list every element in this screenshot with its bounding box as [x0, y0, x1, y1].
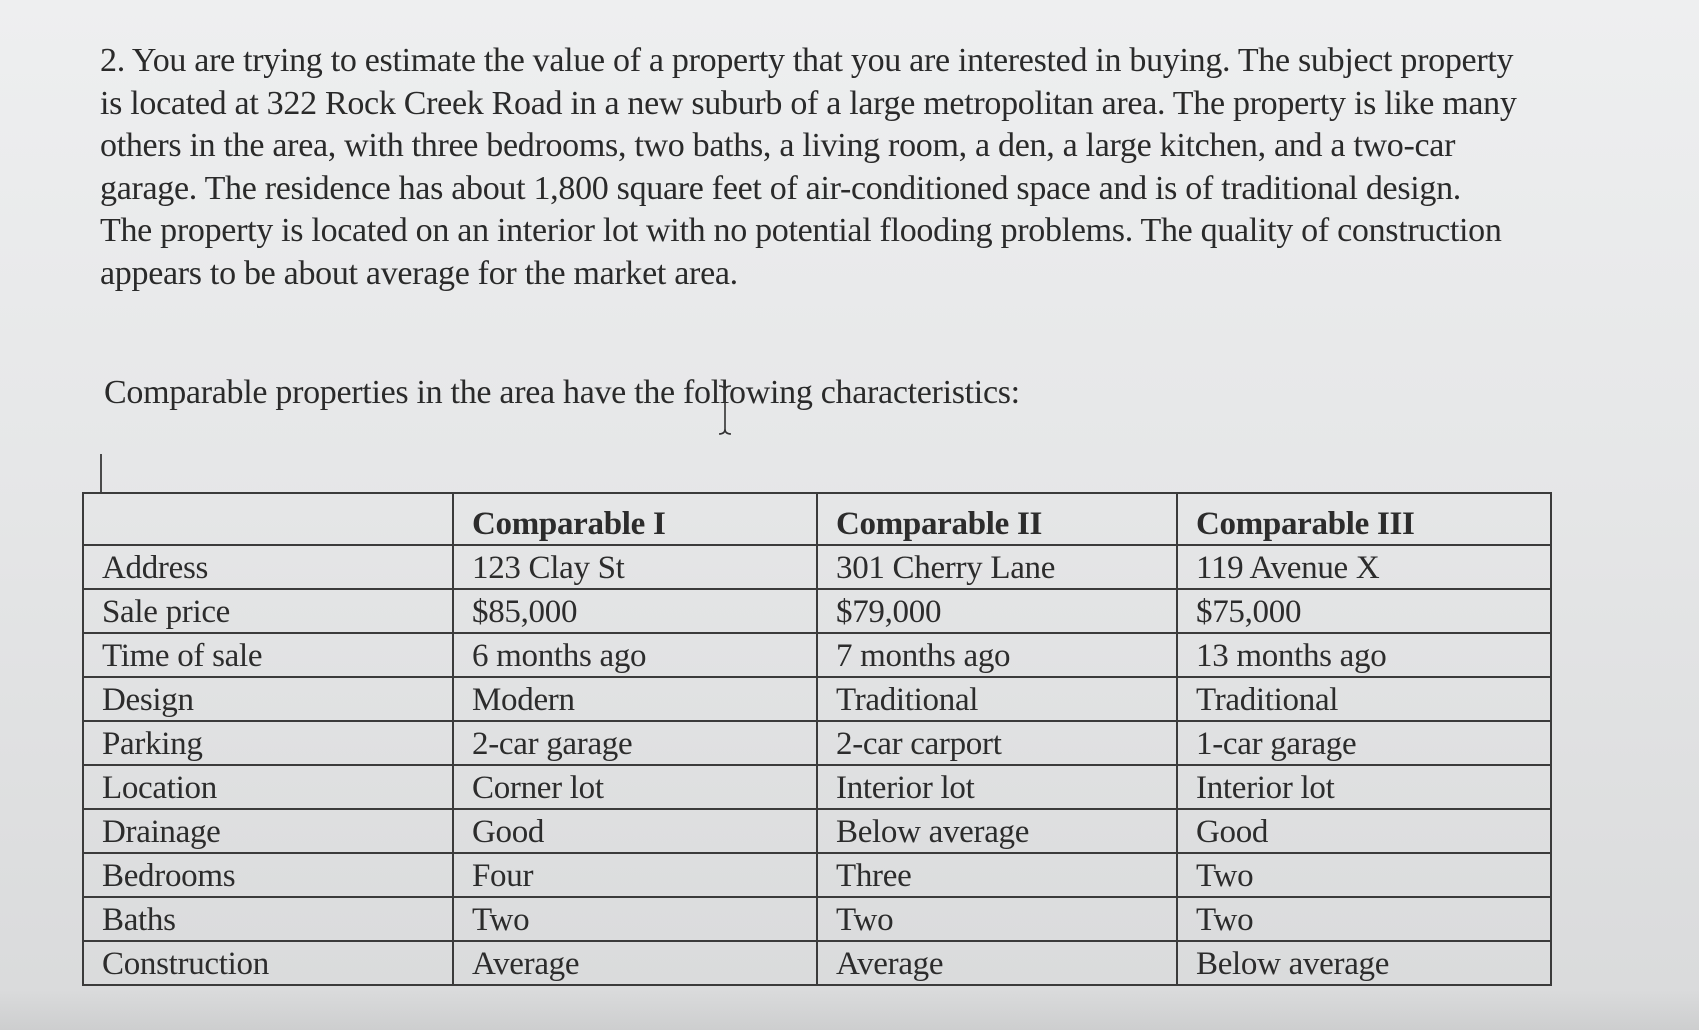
comparables-table — [82, 492, 1552, 986]
header-comparable-1: Comparable I — [453, 493, 817, 545]
row-label: Location — [83, 765, 453, 809]
comparable-2-value: 7 months ago — [817, 633, 1177, 677]
comparable-1-value: Four — [453, 853, 817, 897]
comparable-2-value: Two — [817, 897, 1177, 941]
comparable-3-value: 13 months ago — [1177, 633, 1551, 677]
bottom-shadow — [0, 990, 1699, 1030]
comparable-3-value: Interior lot — [1177, 765, 1551, 809]
comparable-2-value: Traditional — [817, 677, 1177, 721]
comparable-3-value: Two — [1177, 853, 1551, 897]
table-row-sale-price — [83, 589, 1551, 633]
question-text: 2. You are trying to estimate the value of a property that you are interested in buying. The subject property is located at 322 Rock Creek Road in a new suburb of a large metropolitan area. The property is like many others in the area, with three bedrooms, two baths, a living room, a den, a large kitchen, and a two-car garage. The residence has about 1,800 square feet of air-conditioned space and is of traditional design. The property is located on an interior lot with no potential flooding problems. The quality of construction appears to be about average for the market area. — [100, 42, 1517, 292]
table-row-location — [83, 765, 1551, 809]
row-label: Sale price — [83, 589, 453, 633]
comparable-3-value: Traditional — [1177, 677, 1551, 721]
row-label: Address — [83, 545, 453, 589]
comparable-1-value: Good — [453, 809, 817, 853]
comparable-1-value: Average — [453, 941, 817, 985]
comparable-3-value: Two — [1177, 897, 1551, 941]
table-row-construction — [83, 941, 1551, 985]
comparable-2-value: Three — [817, 853, 1177, 897]
comparable-2-value: Below average — [817, 809, 1177, 853]
table-row-drainage — [83, 809, 1551, 853]
comparable-1-value: Modern — [453, 677, 817, 721]
comparable-1-value: Corner lot — [453, 765, 817, 809]
table-row-address — [83, 545, 1551, 589]
comparable-3-value: 1-car garage — [1177, 721, 1551, 765]
comparable-2-value: 2-car carport — [817, 721, 1177, 765]
row-label: Construction — [83, 941, 453, 985]
comparable-2-value: 301 Cherry Lane — [817, 545, 1177, 589]
row-label: Design — [83, 677, 453, 721]
text-cursor-icon — [718, 384, 732, 436]
comparable-1-value: Two — [453, 897, 817, 941]
comparable-2-value: Interior lot — [817, 765, 1177, 809]
header-corner-cell — [83, 493, 453, 545]
row-label: Drainage — [83, 809, 453, 853]
comparable-3-value: Good — [1177, 809, 1551, 853]
header-comparable-2: Comparable II — [817, 493, 1177, 545]
table-row-time-of-sale — [83, 633, 1551, 677]
table-row-baths — [83, 897, 1551, 941]
comparable-1-value: 2-car garage — [453, 721, 817, 765]
table-row-design — [83, 677, 1551, 721]
row-label: Time of sale — [83, 633, 453, 677]
comparables-intro: Comparable properties in the area have the following characteristics: — [104, 374, 1020, 411]
comparable-1-value: $85,000 — [453, 589, 817, 633]
row-label: Bedrooms — [83, 853, 453, 897]
table-move-handle[interactable] — [100, 454, 102, 494]
comparable-3-value: 119 Avenue X — [1177, 545, 1551, 589]
row-label: Parking — [83, 721, 453, 765]
comparable-1-value: 6 months ago — [453, 633, 817, 677]
row-label: Baths — [83, 897, 453, 941]
comparable-2-value: Average — [817, 941, 1177, 985]
comparable-3-value: $75,000 — [1177, 589, 1551, 633]
table-row-parking — [83, 721, 1551, 765]
table-row-bedrooms — [83, 853, 1551, 897]
header-comparable-3: Comparable III — [1177, 493, 1551, 545]
comparable-3-value: Below average — [1177, 941, 1551, 985]
comparable-2-value: $79,000 — [817, 589, 1177, 633]
comparable-1-value: 123 Clay St — [453, 545, 817, 589]
table-header-row — [83, 493, 1551, 545]
